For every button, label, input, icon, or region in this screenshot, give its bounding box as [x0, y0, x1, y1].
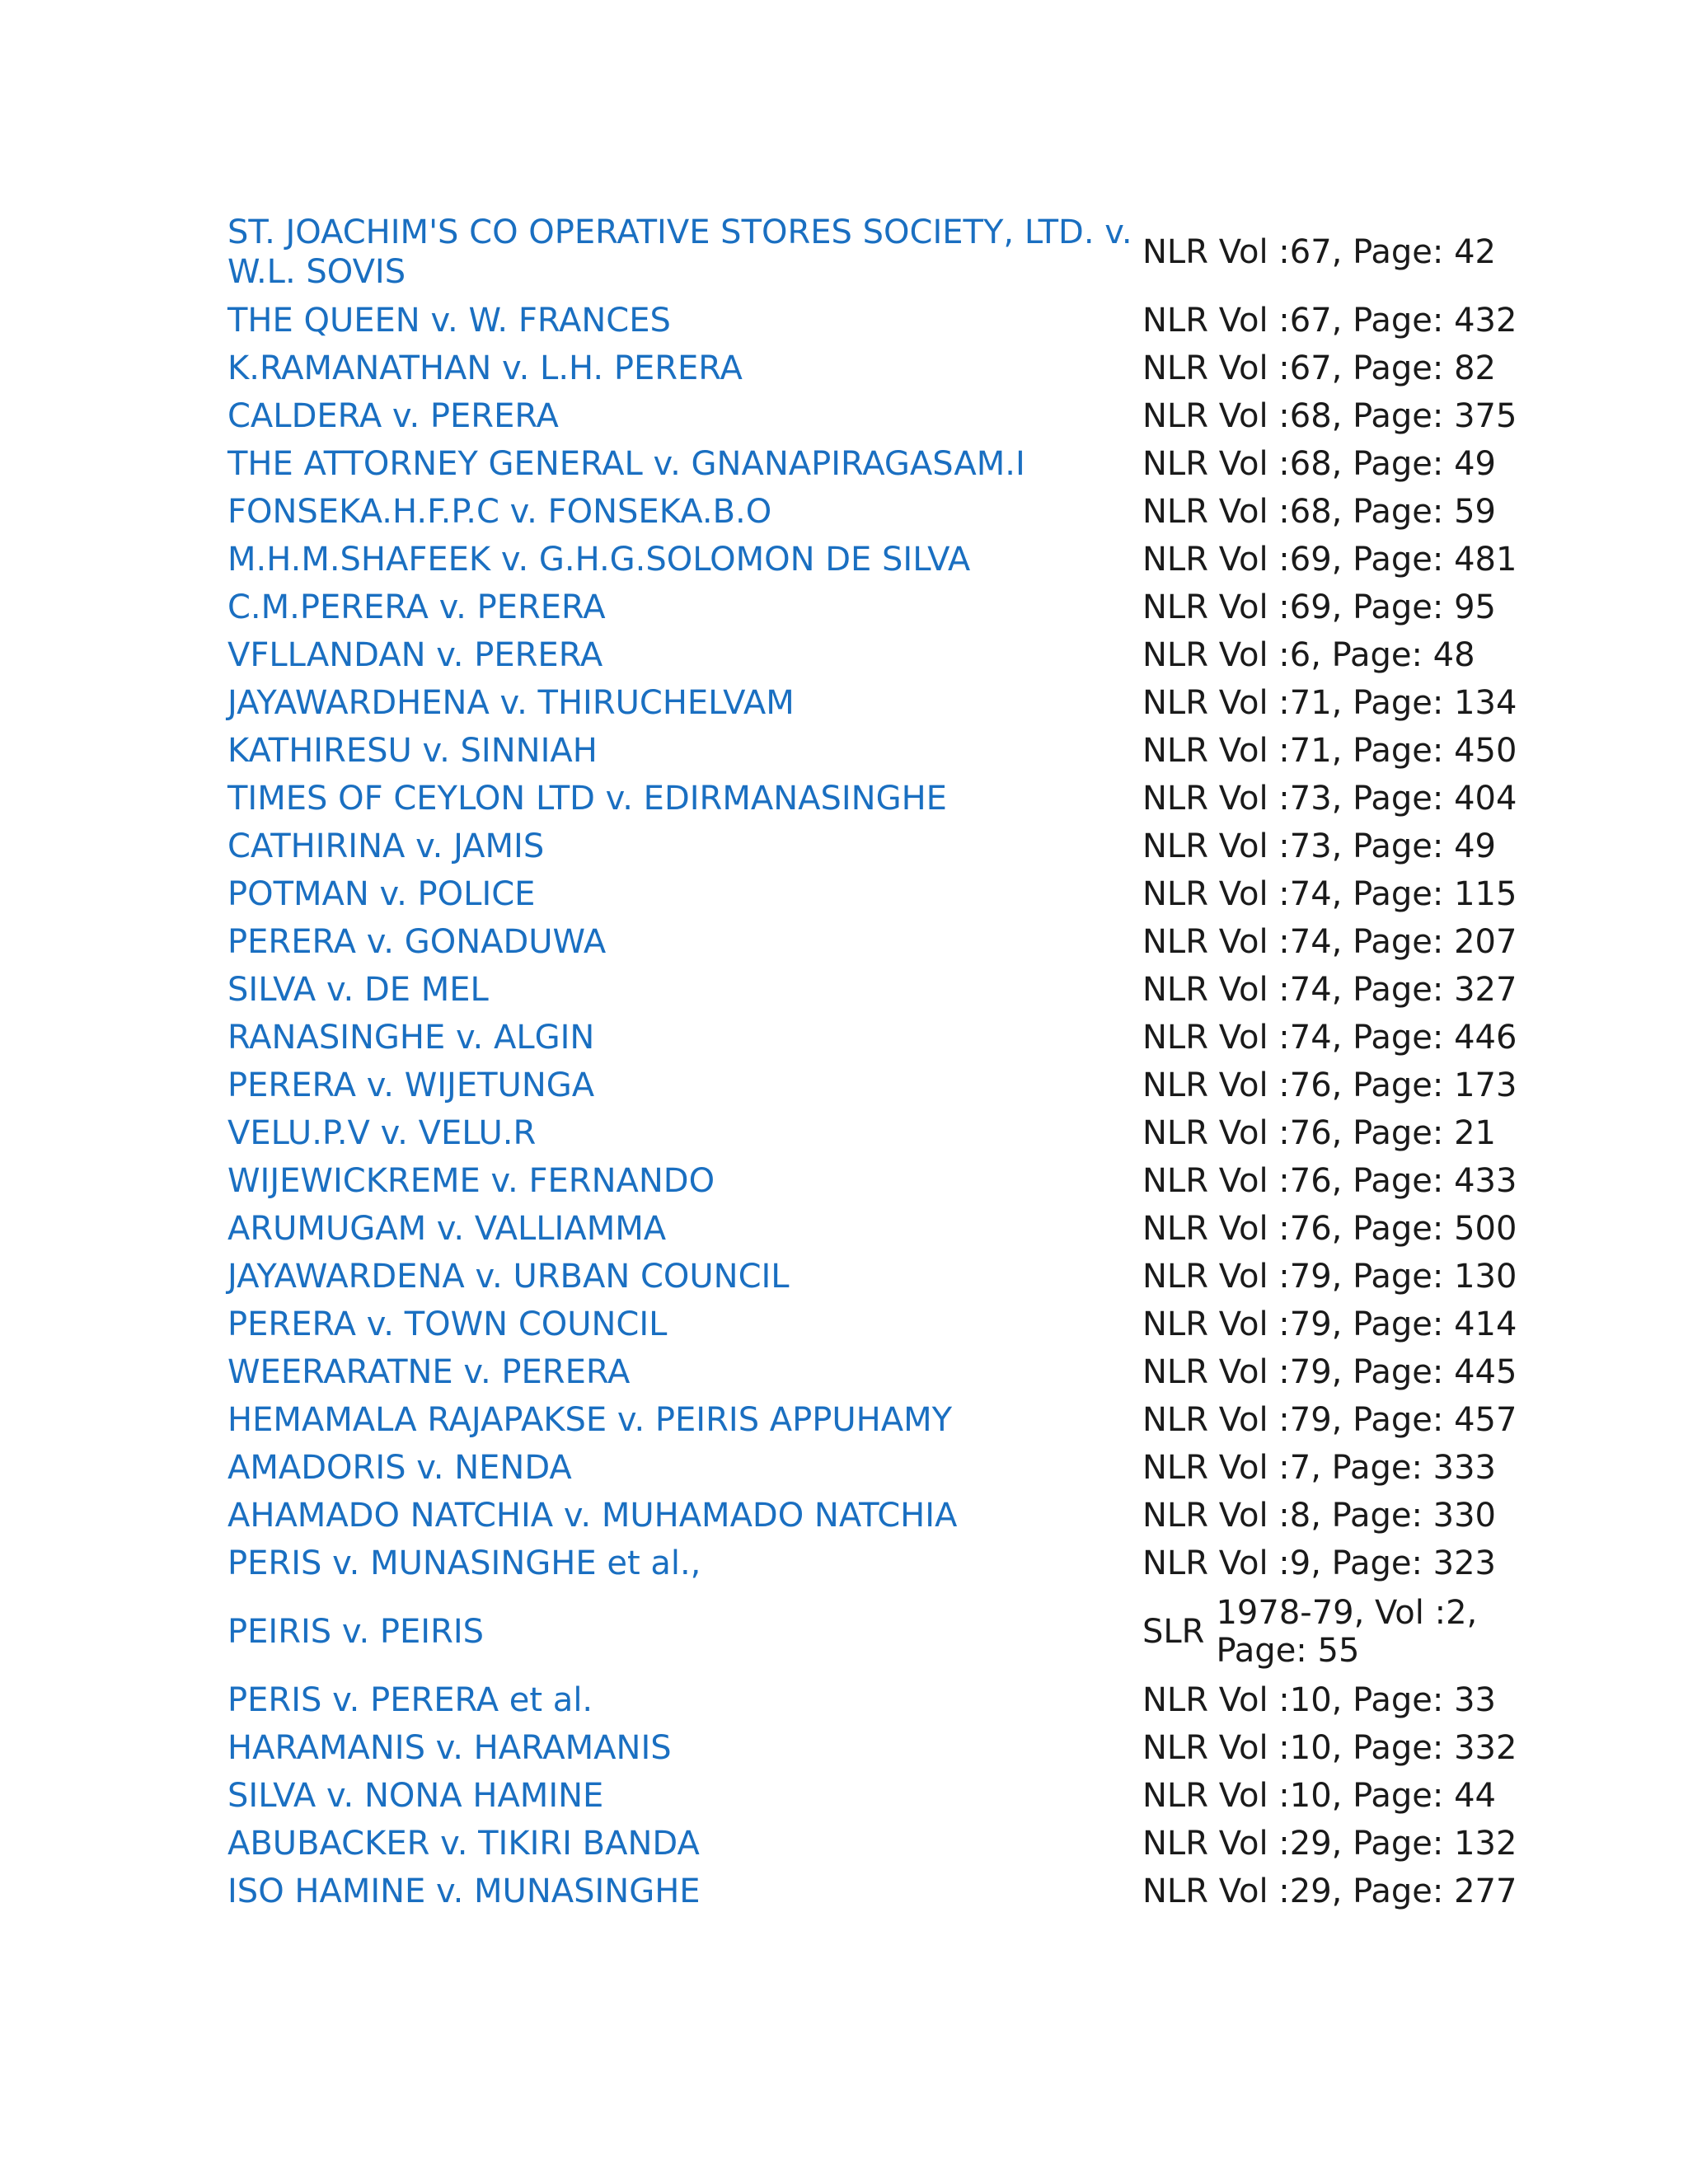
case-citation: NLR Vol :79, Page: 457 — [1142, 1401, 1517, 1439]
case-row — [227, 679, 1546, 727]
case-citation: NLR Vol :79, Page: 130 — [1142, 1258, 1517, 1296]
case-citation: NLR Vol :67, Page: 42 — [1142, 233, 1497, 271]
case-citation: NLR Vol :79, Page: 414 — [1142, 1305, 1517, 1343]
case-citation: NLR Vol :76, Page: 500 — [1142, 1210, 1517, 1248]
case-title-link[interactable]: ARUMUGAM v. VALLIAMMA — [227, 1210, 667, 1248]
case-row — [227, 1540, 1546, 1587]
case-row — [227, 966, 1546, 1014]
case-row — [227, 1253, 1546, 1301]
case-title-link[interactable]: JAYAWARDHENA v. THIRUCHELVAM — [227, 684, 795, 722]
case-row — [227, 1396, 1546, 1444]
case-title-link[interactable]: CALDERA v. PERERA — [227, 397, 559, 435]
case-title-link[interactable]: PERIS v. MUNASINGHE et al., — [227, 1544, 701, 1582]
case-title-link[interactable]: AHAMADO NATCHIA v. MUHAMADO NATCHIA — [227, 1497, 958, 1535]
case-title-link[interactable]: K.RAMANATHAN v. L.H. PERERA — [227, 349, 743, 387]
case-citation: NLR Vol :74, Page: 446 — [1142, 1019, 1517, 1057]
case-title-link[interactable]: HARAMANIS v. HARAMANIS — [227, 1729, 672, 1767]
case-title-link[interactable]: PERERA v. TOWN COUNCIL — [227, 1305, 668, 1343]
case-title-link[interactable]: KATHIRESU v. SINNIAH — [227, 732, 598, 770]
case-citation: NLR Vol :68, Page: 375 — [1142, 397, 1517, 435]
case-row — [227, 1676, 1546, 1724]
case-citation-table — [227, 208, 1546, 1915]
case-row — [227, 823, 1546, 870]
case-citation: NLR Vol :71, Page: 134 — [1142, 684, 1517, 722]
case-row — [227, 1587, 1546, 1676]
case-title-link[interactable]: RANASINGHE v. ALGIN — [227, 1019, 595, 1057]
case-citation: NLR Vol :7, Page: 333 — [1142, 1449, 1497, 1487]
case-row — [227, 775, 1546, 823]
case-title-link[interactable]: POTMAN v. POLICE — [227, 875, 536, 913]
case-title-link[interactable]: VFLLANDAN v. PERERA — [227, 636, 603, 674]
case-row — [227, 208, 1546, 297]
case-row — [227, 392, 1546, 440]
case-citation: NLR Vol :29, Page: 277 — [1142, 1872, 1517, 1910]
case-title-link[interactable]: PERIS v. PERERA et al. — [227, 1681, 593, 1719]
case-citation: NLR Vol :68, Page: 59 — [1142, 493, 1497, 531]
case-row — [227, 870, 1546, 918]
case-citation: NLR Vol :9, Page: 323 — [1142, 1544, 1497, 1582]
case-title-link[interactable]: ABUBACKER v. TIKIRI BANDA — [227, 1825, 700, 1863]
case-citation: NLR Vol :76, Page: 21 — [1142, 1114, 1497, 1152]
case-title-link[interactable]: HEMAMALA RAJAPAKSE v. PEIRIS APPUHAMY — [227, 1401, 953, 1439]
case-row — [227, 1444, 1546, 1492]
case-title-link[interactable]: ST. JOACHIM'S CO OPERATIVE STORES SOCIETY, LTD. v. W.L. SOVIS — [227, 213, 1132, 291]
case-title-link[interactable]: JAYAWARDENA v. URBAN COUNCIL — [227, 1258, 790, 1296]
citation-report-label: SLR — [1142, 1613, 1205, 1651]
case-row — [227, 440, 1546, 488]
case-row — [227, 488, 1546, 536]
case-title-link[interactable]: C.M.PERERA v. PERERA — [227, 588, 606, 626]
case-title-link[interactable]: THE ATTORNEY GENERAL v. GNANAPIRAGASAM.I — [227, 445, 1025, 483]
case-citation: NLR Vol :68, Page: 49 — [1142, 445, 1497, 483]
case-citation: NLR Vol :10, Page: 332 — [1142, 1729, 1517, 1767]
case-citation: NLR Vol :8, Page: 330 — [1142, 1497, 1497, 1535]
case-citation: NLR Vol :74, Page: 207 — [1142, 923, 1517, 961]
case-title-link[interactable]: SILVA v. DE MEL — [227, 971, 489, 1009]
case-title-link[interactable]: TIMES OF CEYLON LTD v. EDIRMANASINGHE — [227, 780, 947, 818]
case-row — [227, 1109, 1546, 1157]
citation-detail: 1978-79, Vol :2, Page: 55 — [1216, 1594, 1478, 1670]
case-row — [227, 1205, 1546, 1253]
case-row — [227, 727, 1546, 775]
case-title-link[interactable]: ISO HAMINE v. MUNASINGHE — [227, 1872, 701, 1910]
case-citation: NLR Vol :73, Page: 49 — [1142, 827, 1497, 865]
case-citation: NLR Vol :74, Page: 327 — [1142, 971, 1517, 1009]
case-citation: NLR Vol :10, Page: 44 — [1142, 1777, 1497, 1815]
case-row — [227, 1492, 1546, 1540]
case-citation: NLR Vol :74, Page: 115 — [1142, 875, 1517, 913]
case-citation: NLR Vol :71, Page: 450 — [1142, 732, 1517, 770]
case-citation: NLR Vol :6, Page: 48 — [1142, 636, 1475, 674]
case-row — [227, 1014, 1546, 1062]
case-row — [227, 1062, 1546, 1109]
case-title-link[interactable]: VELU.P.V v. VELU.R — [227, 1114, 537, 1152]
case-title-link[interactable]: THE QUEEN v. W. FRANCES — [227, 302, 671, 340]
case-row — [227, 583, 1546, 631]
case-row — [227, 1772, 1546, 1820]
case-row — [227, 1348, 1546, 1396]
case-title-link[interactable]: SILVA v. NONA HAMINE — [227, 1777, 604, 1815]
case-citation: NLR Vol :69, Page: 481 — [1142, 541, 1517, 579]
case-row — [227, 536, 1546, 583]
case-title-link[interactable]: CATHIRINA v. JAMIS — [227, 827, 545, 865]
case-citation: NLR Vol :76, Page: 433 — [1142, 1162, 1517, 1200]
case-row — [227, 1724, 1546, 1772]
case-title-link[interactable]: AMADORIS v. NENDA — [227, 1449, 572, 1487]
case-rows — [227, 208, 1546, 1915]
case-title-link[interactable]: PERERA v. WIJETUNGA — [227, 1066, 595, 1104]
case-row — [227, 344, 1546, 392]
case-title-link[interactable]: M.H.M.SHAFEEK v. G.H.G.SOLOMON DE SILVA — [227, 541, 971, 579]
case-title-link[interactable]: WIJEWICKREME v. FERNANDO — [227, 1162, 715, 1200]
case-citation: NLR Vol :67, Page: 82 — [1142, 349, 1497, 387]
case-citation: NLR Vol :69, Page: 95 — [1142, 588, 1497, 626]
case-row — [227, 1820, 1546, 1868]
case-title-link[interactable]: PEIRIS v. PEIRIS — [227, 1613, 485, 1651]
case-citation: NLR Vol :67, Page: 432 — [1142, 302, 1517, 340]
case-row — [227, 918, 1546, 966]
case-citation: NLR Vol :73, Page: 404 — [1142, 780, 1517, 818]
case-citation: NLR Vol :76, Page: 173 — [1142, 1066, 1517, 1104]
case-title-link[interactable]: FONSEKA.H.F.P.C v. FONSEKA.B.O — [227, 493, 772, 531]
case-row — [227, 631, 1546, 679]
case-citation: NLR Vol :10, Page: 33 — [1142, 1681, 1497, 1719]
case-row — [227, 1868, 1546, 1915]
case-row — [227, 297, 1546, 344]
case-citation: NLR Vol :79, Page: 445 — [1142, 1353, 1517, 1391]
case-title-link[interactable]: PERERA v. GONADUWA — [227, 923, 607, 961]
case-row — [227, 1157, 1546, 1205]
slr-citation — [1142, 1594, 1546, 1670]
case-citation — [1142, 1587, 1546, 1676]
case-title-link[interactable]: WEERARATNE v. PERERA — [227, 1353, 631, 1391]
case-row — [227, 1301, 1546, 1348]
case-citation: NLR Vol :29, Page: 132 — [1142, 1825, 1517, 1863]
